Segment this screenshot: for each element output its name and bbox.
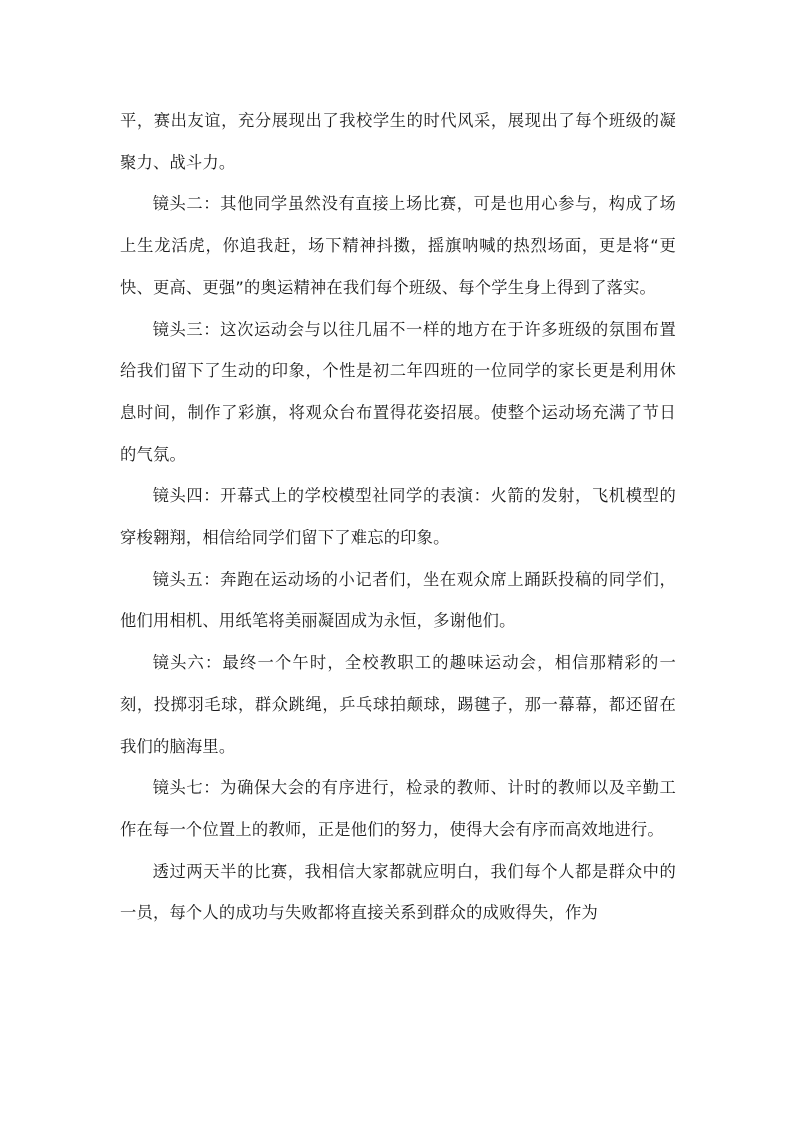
- paragraph-shot-three: 镜头三：这次运动会与以往几届不一样的地方在于许多班级的氛围布置给我们留下了生动的印象，个性是初二年四班的一位同学的家长更是利用休息时间，制作了彩旗，将观众台布置得花姿招展。使整个运动场充满了节日的气氛。: [120, 319, 676, 464]
- paragraph-shot-two: 镜头二：其他同学虽然没有直接上场比赛，可是也用心参与，构成了场上生龙活虎，你追我赶，场下精神抖擞，摇旗呐喊的热烈场面，更是将“更快、更高、更强”的奥运精神在我们每个班级、每个学生身上得到了落实。: [120, 194, 676, 297]
- document-body: [120, 100, 676, 934]
- paragraph-conclusion: 透过两天半的比赛，我相信大家都就应明白，我们每个人都是群众中的一员，每个人的成功与失败都将直接关系到群众的成败得失，作为: [120, 861, 676, 923]
- paragraph-shot-four: 镜头四：开幕式上的学校模型社同学的表演：火箭的发射，飞机模型的穿梭翱翔，相信给同学们留下了难忘的印象。: [120, 486, 676, 548]
- paragraph-shot-seven: 镜头七：为确保大会的有序进行，检录的教师、计时的教师以及辛勤工作在每一个位置上的教师，正是他们的努力，使得大会有序而高效地进行。: [120, 778, 676, 839]
- paragraph-continuation: 平，赛出友谊，充分展现出了我校学生的时代风采，展现出了每个班级的凝聚力、战斗力。: [120, 111, 676, 172]
- paragraph-shot-six: 镜头六：最终一个午时，全校教职工的趣味运动会，相信那精彩的一刻，投掷羽毛球，群众跳绳，乒乓球拍颠球，踢毽子，那一幕幕，都还留在我们的脑海里。: [120, 653, 676, 756]
- paragraph-shot-five: 镜头五：奔跑在运动场的小记者们，坐在观众席上踊跃投稿的同学们，他们用相机、用纸笔将美丽凝固成为永恒，多谢他们。: [120, 569, 676, 631]
